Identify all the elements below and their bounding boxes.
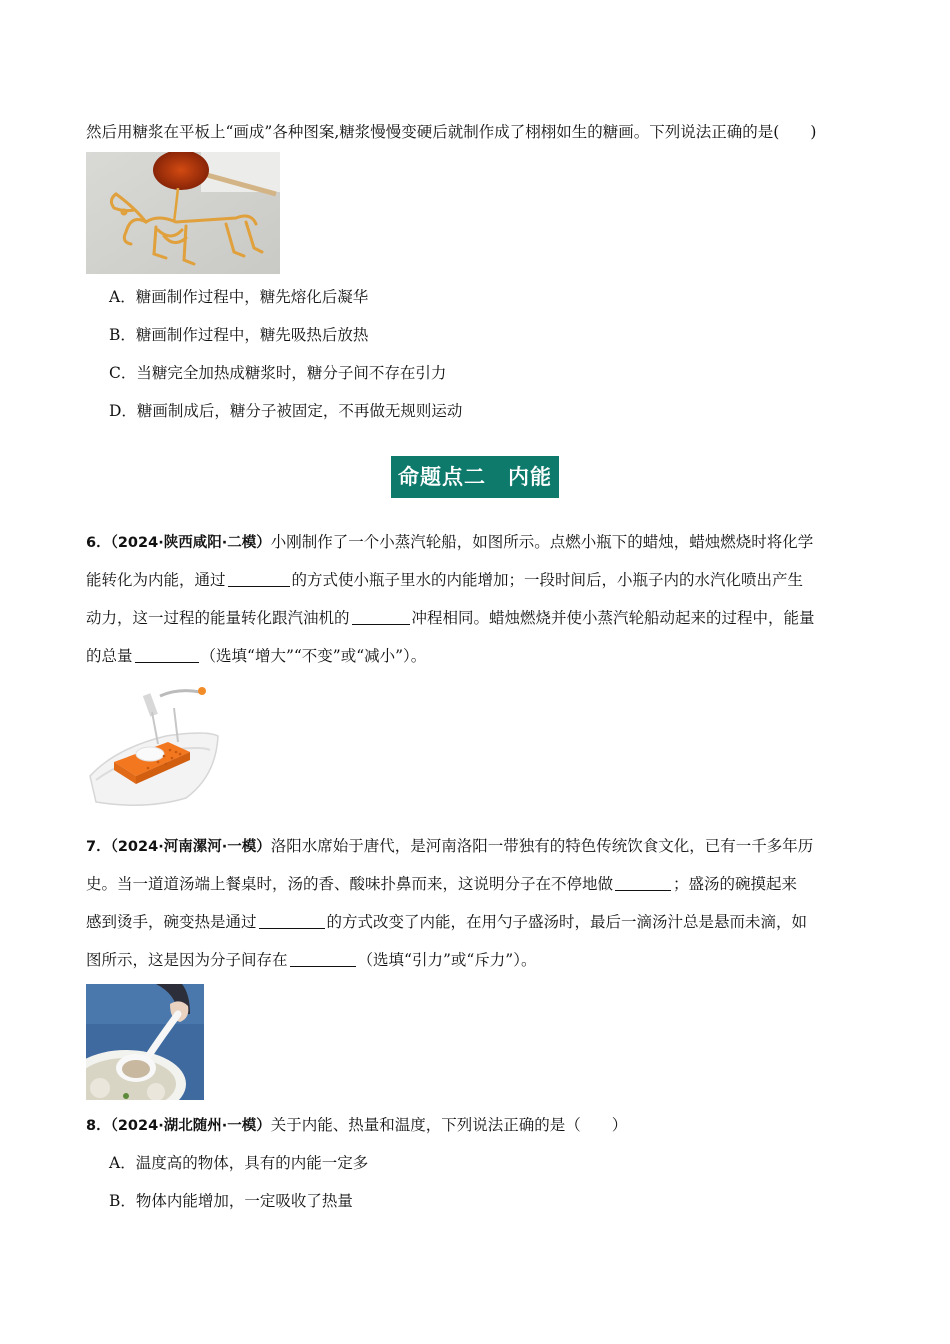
q6-text-3b: 冲程相同。蜡烛燃烧并使小蒸汽轮船动起来的过程中，能量 — [411, 609, 815, 627]
q6-blank-1[interactable] — [228, 570, 290, 587]
q7-text-3a: 感到烫手，碗变热是通过 — [86, 913, 257, 931]
q8-label: 8．（2024·湖北随州·一模） — [86, 1118, 271, 1134]
q6-blank-3[interactable] — [135, 646, 199, 663]
q5-option-d: D．糖画制成后，糖分子被固定，不再做无规则运动 — [109, 402, 463, 420]
steam-boat-image — [86, 684, 222, 814]
section-heading: 命题点二 内能 — [391, 456, 559, 498]
soup-spoon-image — [86, 984, 204, 1100]
q7-text-3b: 的方式改变了内能，在用勺子盛汤时，最后一滴汤汁总是悬而未滴，如 — [326, 913, 808, 931]
q7-text-4b: （选填“引力”或“斥力”）。 — [357, 951, 537, 969]
sugar-painting-image — [86, 152, 280, 274]
q7-text-4a: 图所示，这是因为分子间存在 — [86, 951, 288, 969]
q6-text-1: 小刚制作了一个小蒸汽轮船，如图所示。点燃小瓶下的蜡烛，蜡烛燃烧时将化学 — [270, 533, 814, 551]
q5-option-c: C．当糖完全加热成糖浆时，糖分子间不存在引力 — [109, 364, 447, 382]
q8-text-1: 关于内能、热量和温度，下列说法正确的是（ ） — [270, 1116, 628, 1134]
q6-text-2a: 能转化为内能，通过 — [86, 571, 226, 589]
q6-blank-2[interactable] — [352, 608, 410, 625]
q6-line-3 — [86, 606, 815, 630]
q7-line-2 — [86, 872, 797, 896]
q6-label: 6．（2024·陕西咸阳·二模） — [86, 535, 271, 551]
q7-blank-3[interactable] — [290, 950, 356, 967]
q6-text-3a: 动力，这一过程的能量转化跟汽油机的 — [86, 609, 350, 627]
q7-label: 7．（2024·河南漯河·一模） — [86, 839, 271, 855]
q7-text-2a: 史。当一道道汤端上餐桌时，汤的香、酸味扑鼻而来，这说明分子在不停地做 — [86, 875, 614, 893]
q6-text-4a: 的总量 — [86, 647, 133, 665]
q5-option-b: B．糖画制作过程中，糖先吸热后放热 — [109, 326, 369, 344]
q7-line-1 — [86, 834, 813, 859]
q6-line-2 — [86, 568, 803, 592]
q7-line-3 — [86, 910, 807, 934]
q6-line-1 — [86, 530, 813, 555]
q7-blank-2[interactable] — [259, 912, 325, 929]
q6-line-4 — [86, 644, 426, 668]
q7-text-1: 洛阳水席始于唐代，是河南洛阳一带独有的特色传统饮食文化，已有一千多年历 — [270, 837, 814, 855]
q8-line-1 — [86, 1113, 627, 1138]
q6-text-4b: （选填“增大”“不变”或“减小”）。 — [200, 647, 427, 665]
q8-option-b: B．物体内能增加，一定吸收了热量 — [109, 1192, 353, 1210]
q7-text-2b: ；盛汤的碗摸起来 — [673, 875, 798, 893]
q5-option-a: A．糖画制作过程中，糖先熔化后凝华 — [109, 288, 369, 306]
q7-blank-1[interactable] — [615, 874, 671, 891]
q8-option-a: A．温度高的物体，具有的内能一定多 — [109, 1154, 369, 1172]
q7-line-4 — [86, 948, 536, 972]
q5-intro: 然后用糖浆在平板上“画成”各种图案,糖浆慢慢变硬后就制作成了栩栩如生的糖画。下列说法正确的是( ) — [86, 123, 817, 141]
q6-text-2b: 的方式使小瓶子里水的内能增加；一段时间后，小瓶子内的水汽化喷出产生 — [291, 571, 804, 589]
